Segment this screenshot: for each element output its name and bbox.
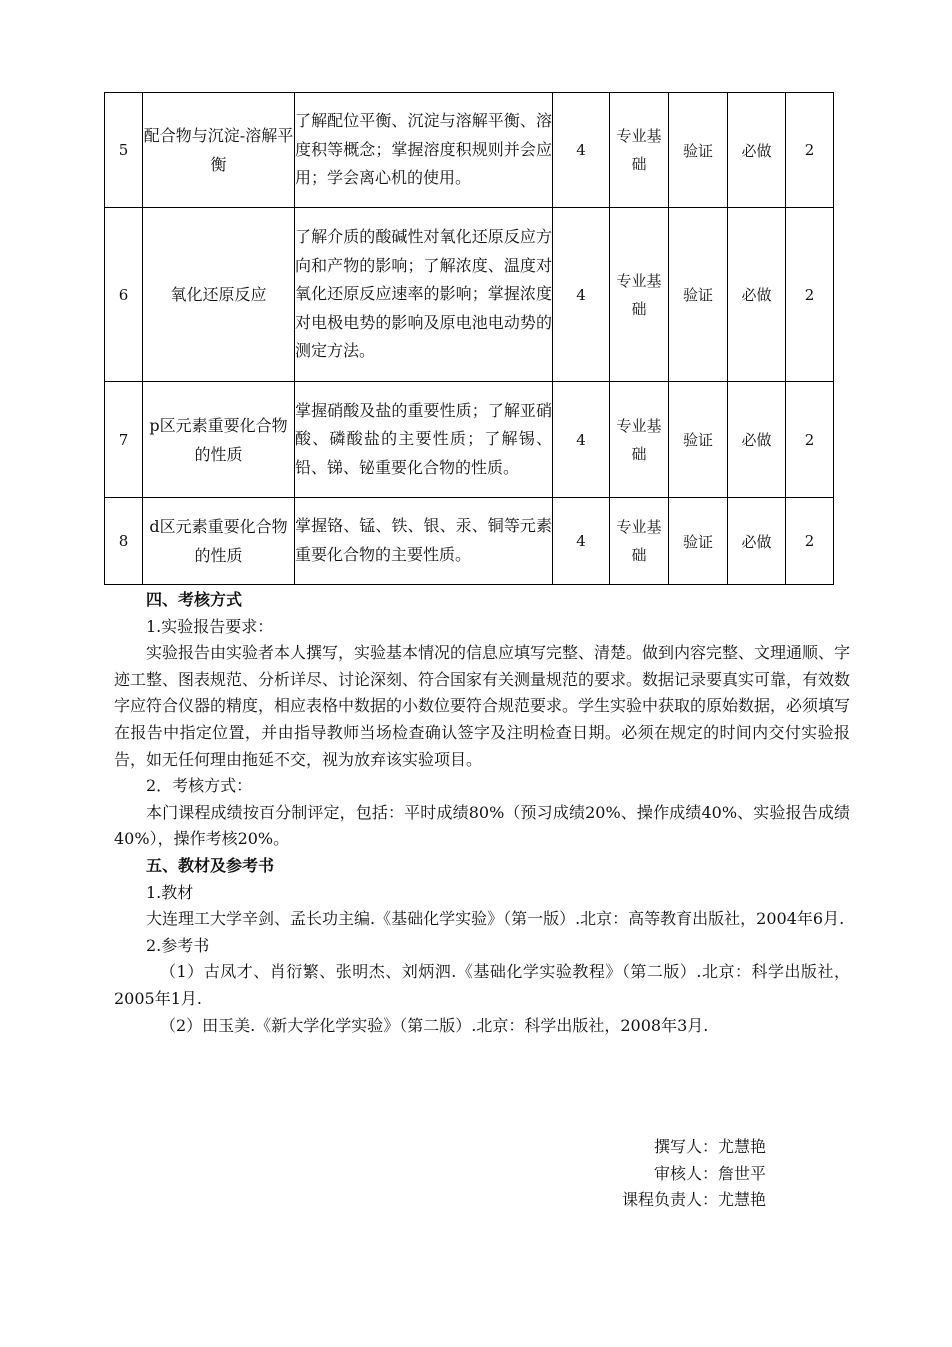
experiment-content: 掌握硝酸及盐的重要性质；了解亚硝酸、磷酸盐的主要性质；了解锡、铅、锑、铋重要化合物的性质。 bbox=[295, 382, 553, 498]
experiment-content: 了解介质的酸碱性对氧化还原反应方向和产物的影响；了解浓度、温度对氧化还原反应速率的影响；掌握浓度对电极电势的影响及原电池电动势的测定方法。 bbox=[295, 208, 553, 382]
experiment-name: 氧化还原反应 bbox=[143, 208, 295, 382]
paragraph-report-requirements: 实验报告由实验者本人撰写，实验基本情况的信息应填写完整、清楚。做到内容完整、文理通顺、字迹工整、图表规范、分析详尽、讨论深刻、符合国家有关测量规范的要求。数据记录要真实可靠，有效数字应符合仪器的精度，相应表格中数据的小数位要符合规范要求。学生实验中获取的原始数据，必须填写在报告中指定位置，并由指导教师当场检查确认签字及注明检查日期。必须在规定的时间内交付实验报告，如无任何理由拖延不交，视为放弃该实验项目。 bbox=[114, 643, 851, 769]
row-number: 5 bbox=[105, 93, 143, 208]
section-heading-textbooks: 五、教材及参考书 bbox=[146, 855, 275, 875]
experiment-table bbox=[104, 92, 834, 585]
table-row bbox=[105, 208, 834, 382]
experiment-kind: 验证 bbox=[669, 93, 728, 208]
document-body bbox=[114, 587, 850, 1039]
experiment-kind: 验证 bbox=[669, 208, 728, 382]
reference-entry: （2）田玉美.《新大学化学实验》（第二版）.北京：科学出版社，2008年3月. bbox=[160, 1015, 709, 1035]
table-row bbox=[105, 498, 834, 585]
experiment-content: 掌握铬、锰、铁、银、汞、铜等元素重要化合物的主要性质。 bbox=[295, 498, 553, 585]
table-row bbox=[105, 382, 834, 498]
experiment-group-size: 2 bbox=[786, 498, 834, 585]
reviewer-signature: 审核人：詹世平 bbox=[653, 1163, 766, 1183]
row-number: 7 bbox=[105, 382, 143, 498]
experiment-content: 了解配位平衡、沉淀与溶解平衡、溶度积等概念；掌握溶度积规则并会应用；学会离心机的使用。 bbox=[295, 93, 553, 208]
experiment-group-size: 2 bbox=[786, 93, 834, 208]
experiment-requirement: 必做 bbox=[728, 498, 786, 585]
reference-entry: （1）古凤才、肖衍繁、张明杰、刘炳泗.《基础化学实验教程》（第二版）.北京：科学出版社，2005年1月. bbox=[114, 962, 850, 1008]
experiment-requirement: 必做 bbox=[728, 382, 786, 498]
experiment-group-size: 2 bbox=[786, 208, 834, 382]
row-number: 6 bbox=[105, 208, 143, 382]
row-number: 8 bbox=[105, 498, 143, 585]
experiment-kind: 验证 bbox=[669, 498, 728, 585]
paragraph-assessment-method: 本门课程成绩按百分制评定，包括：平时成绩80%（预习成绩20%、操作成绩40%、实验报告成绩40%），操作考核20%。 bbox=[114, 802, 850, 849]
experiment-name: d区元素重要化合物的性质 bbox=[143, 498, 295, 585]
experiment-requirement: 必做 bbox=[728, 93, 786, 208]
experiment-hours: 4 bbox=[553, 382, 610, 498]
experiment-name: 配合物与沉淀-溶解平衡 bbox=[143, 93, 295, 208]
experiment-type: 专业基础 bbox=[610, 208, 669, 382]
author-signature: 撰写人：尤慧艳 bbox=[653, 1137, 766, 1156]
experiment-type: 专业基础 bbox=[610, 93, 669, 208]
subsection-textbook: 1.教材 bbox=[146, 882, 194, 902]
experiment-requirement: 必做 bbox=[728, 208, 786, 382]
experiment-kind: 验证 bbox=[669, 382, 728, 498]
subsection-assessment-method: 2．考核方式： bbox=[146, 776, 253, 796]
subsection-references: 2.参考书 bbox=[146, 935, 210, 955]
table-row bbox=[105, 93, 834, 208]
course-lead-signature: 课程负责人：尤慧艳 bbox=[621, 1190, 766, 1210]
textbook-entry: 大连理工大学辛剑、孟长功主编.《基础化学实验》（第一版）.北京：高等教育出版社，2004年6月. bbox=[146, 909, 845, 929]
section-heading-assessment: 四、考核方式 bbox=[146, 590, 243, 609]
experiment-group-size: 2 bbox=[786, 382, 834, 498]
experiment-type: 专业基础 bbox=[610, 382, 669, 498]
experiment-hours: 4 bbox=[553, 498, 610, 585]
signature-block bbox=[560, 1134, 766, 1214]
experiment-hours: 4 bbox=[553, 93, 610, 208]
experiment-hours: 4 bbox=[553, 208, 610, 382]
experiment-name: p区元素重要化合物的性质 bbox=[143, 382, 295, 498]
subsection-report-requirements: 1.实验报告要求： bbox=[146, 616, 274, 636]
experiment-type: 专业基础 bbox=[610, 498, 669, 585]
